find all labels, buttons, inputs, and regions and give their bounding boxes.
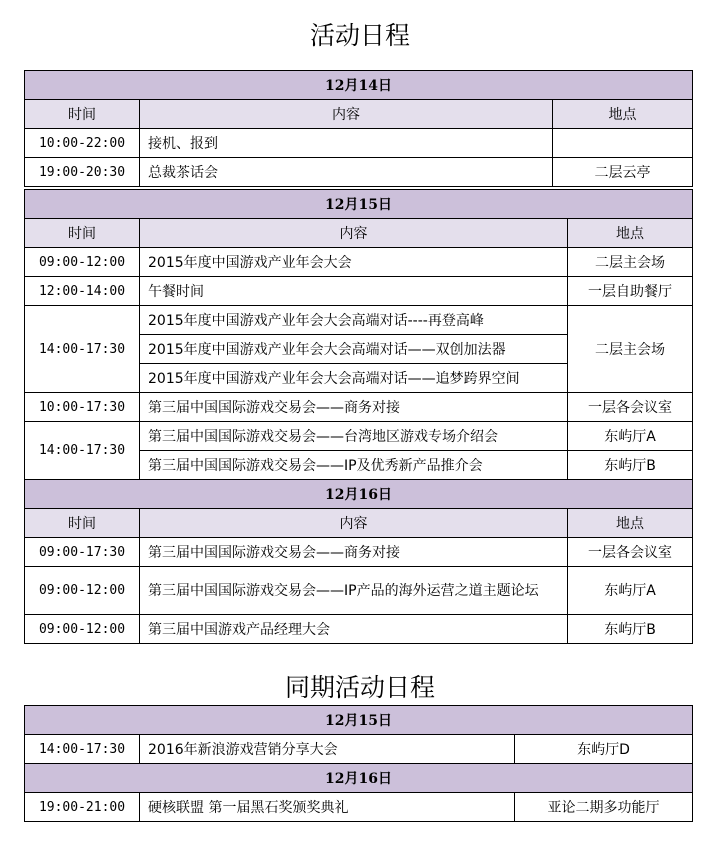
content-cell: 2015年度中国游戏产业年会大会高端对话----再登高峰: [140, 306, 568, 335]
location-cell: 二层云亭: [553, 158, 693, 187]
content-cell: 第三届中国国际游戏交易会——IP产品的海外运营之道主题论坛: [140, 567, 568, 615]
table-row: [25, 735, 693, 764]
table-row: [25, 306, 693, 335]
table-row: [25, 422, 693, 451]
date-row: [25, 71, 693, 100]
header-row: [25, 100, 693, 129]
date-row: [25, 480, 693, 509]
table-row: [25, 248, 693, 277]
time-cell: 19:00-21:00: [25, 793, 140, 822]
content-cell: 2015年度中国游戏产业年会大会高端对话——追梦跨界空间: [140, 364, 568, 393]
schedule-table-dec15-16: [24, 189, 693, 644]
content-cell: 接机、报到: [140, 129, 553, 158]
time-cell: 09:00-17:30: [25, 538, 140, 567]
location-cell: 东屿厅B: [568, 451, 693, 480]
date-label: 12月15日: [25, 190, 693, 219]
date-label: 12月15日: [25, 706, 693, 735]
content-cell: 2015年度中国游戏产业年会大会高端对话——双创加法器: [140, 335, 568, 364]
location-cell: 东屿厅D: [515, 735, 693, 764]
location-cell: 东屿厅B: [568, 615, 693, 644]
location-cell: 二层主会场: [568, 248, 693, 277]
header-time: 时间: [25, 509, 140, 538]
location-cell: 一层自助餐厅: [568, 277, 693, 306]
table-row: [25, 277, 693, 306]
date-label: 12月14日: [25, 71, 693, 100]
header-content: 内容: [140, 219, 568, 248]
table-row: [25, 615, 693, 644]
location-cell: 东屿厅A: [568, 422, 693, 451]
time-cell: 09:00-12:00: [25, 567, 140, 615]
date-label: 12月16日: [25, 764, 693, 793]
content-cell: 2016年新浪游戏营销分享大会: [140, 735, 515, 764]
header-row: [25, 219, 693, 248]
date-row: [25, 764, 693, 793]
time-cell: 09:00-12:00: [25, 615, 140, 644]
content-cell: 午餐时间: [140, 277, 568, 306]
time-cell: 14:00-17:30: [25, 422, 140, 480]
content-cell: 第三届中国游戏产品经理大会: [140, 615, 568, 644]
location-cell: 一层各会议室: [568, 538, 693, 567]
time-cell: 14:00-17:30: [25, 735, 140, 764]
location-cell: 二层主会场: [568, 306, 693, 393]
table-row: [25, 567, 693, 615]
header-time: 时间: [25, 100, 140, 129]
header-location: 地点: [553, 100, 693, 129]
table-row: [25, 393, 693, 422]
header-location: 地点: [568, 509, 693, 538]
time-cell: 14:00-17:30: [25, 306, 140, 393]
schedule-table-dec14: [24, 70, 693, 187]
date-row: [25, 190, 693, 219]
time-cell: 10:00-17:30: [25, 393, 140, 422]
header-time: 时间: [25, 219, 140, 248]
content-cell: 总裁茶话会: [140, 158, 553, 187]
header-row: [25, 509, 693, 538]
location-cell: 一层各会议室: [568, 393, 693, 422]
time-cell: 10:00-22:00: [25, 129, 140, 158]
content-cell: 第三届中国国际游戏交易会——商务对接: [140, 393, 568, 422]
date-row: [25, 706, 693, 735]
time-cell: 09:00-12:00: [25, 248, 140, 277]
section-title: 同期活动日程: [284, 673, 435, 702]
time-cell: 12:00-14:00: [25, 277, 140, 306]
side-schedule-table: [24, 705, 693, 822]
header-location: 地点: [568, 219, 693, 248]
header-content: 内容: [140, 100, 553, 129]
location-cell: 亚论二期多功能厅: [515, 793, 693, 822]
table-row: [25, 158, 693, 187]
content-cell: 第三届中国国际游戏交易会——IP及优秀新产品推介会: [140, 451, 568, 480]
time-cell: 19:00-20:30: [25, 158, 140, 187]
content-cell: 第三届中国国际游戏交易会——商务对接: [140, 538, 568, 567]
page-title: 活动日程: [309, 21, 410, 50]
location-cell: [553, 129, 693, 158]
header-content: 内容: [140, 509, 568, 538]
table-row: [25, 793, 693, 822]
content-cell: 硬核联盟 第一届黑石奖颁奖典礼: [140, 793, 515, 822]
date-label: 12月16日: [25, 480, 693, 509]
location-cell: 东屿厅A: [568, 567, 693, 615]
content-cell: 2015年度中国游戏产业年会大会: [140, 248, 568, 277]
table-row: [25, 538, 693, 567]
table-row: [25, 129, 693, 158]
content-cell: 第三届中国国际游戏交易会——台湾地区游戏专场介绍会: [140, 422, 568, 451]
